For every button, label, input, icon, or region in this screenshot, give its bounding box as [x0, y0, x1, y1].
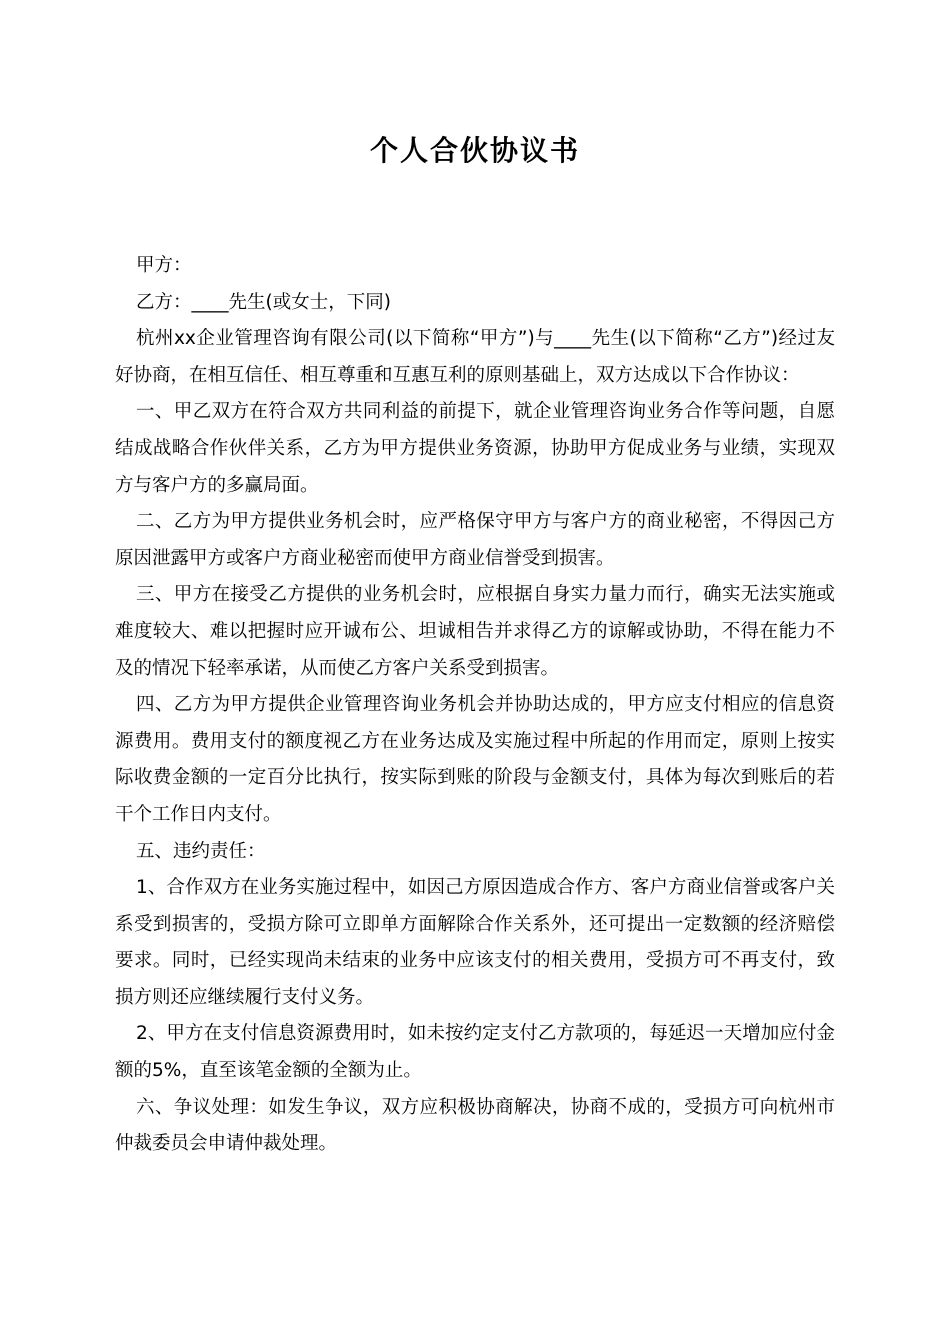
party-b-line: 乙方：____先生(或女士，下同) [136, 291, 391, 313]
clause-2: 二、乙方为甲方提供业务机会时，应严格保守甲方与客户方的商业秘密，不得因己方原因泄露甲方或客户方商业秘密而使甲方商业信誉受到损害。 [115, 511, 835, 569]
document-title: 个人合伙协议书 [369, 134, 580, 167]
clause-5-heading: 五、违约责任： [136, 840, 266, 862]
clause-5-item-1: 1、合作双方在业务实施过程中，如因己方原因造成合作方、客户方商业信誉或客户关系受到损害的，受损方除可立即单方面解除合作关系外，还可提出一定数额的经济赔偿要求。同时，已经实现尚未结束的业务中应该支付的相关费用，受损方可不再支付，致损方则还应继续履行支付义务。 [115, 877, 835, 1008]
clause-5-item-2: 2、甲方在支付信息资源费用时，如未按约定支付乙方款项的，每延迟一天增加应付金额的5%，直至该笔金额的全额为止。 [115, 1023, 835, 1082]
clause-3: 三、甲方在接受乙方提供的业务机会时，应根据自身实力量力而行，确实无法实施或难度较大、难以把握时应开诚布公、坦诚相告并求得乙方的谅解或协助，不得在能力不及的情况下轻率承诺，从而使乙方客户关系受到损害。 [115, 584, 835, 679]
clause-4: 四、乙方为甲方提供企业管理咨询业务机会并协助达成的，甲方应支付相应的信息资源费用。费用支付的额度视乙方在业务达成及实施过程中所起的作用而定，原则上按实际收费金额的一定百分比执行，按实际到账的阶段与金额支付，具体为每次到账后的若干个工作日内支付。 [115, 694, 835, 825]
clause-1: 一、甲乙双方在符合双方共同利益的前提下，就企业管理咨询业务合作等问题，自愿结成战略合作伙伴关系，乙方为甲方提供业务资源，协助甲方促成业务与业绩，实现双方与客户方的多赢局面。 [115, 401, 835, 496]
document-body [115, 248, 835, 1163]
party-a-line: 甲方： [136, 255, 192, 276]
preamble-paragraph: 杭州xx企业管理咨询有限公司(以下简称“甲方”)与____先生(以下简称“乙方”)经过友好协商，在相互信任、相互尊重和互惠互利的原则基础上，双方达成以下合作协议： [115, 328, 835, 386]
clause-6: 六、争议处理：如发生争议，双方应积极协商解决，协商不成的，受损方可向杭州市仲裁委员会申请仲裁处理。 [115, 1096, 835, 1155]
